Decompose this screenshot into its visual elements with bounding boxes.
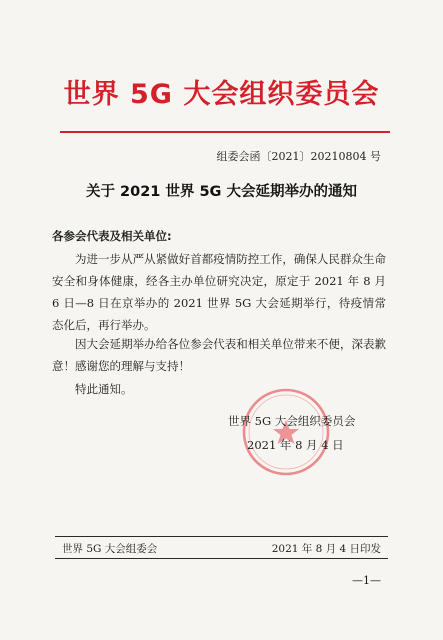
signature-date: 2021 年 8 月 4 日 <box>247 438 344 452</box>
footer-print-date: 2021 年 8 月 4 日印发 <box>271 543 381 555</box>
page-number: —1— <box>352 574 381 587</box>
footer-issuer: 世界 5G 大会组委会 <box>62 543 158 555</box>
footer-bottom-rule <box>55 558 388 559</box>
body-paragraph-2: 因大会延期举办给各位参会代表和相关单位带来不便，深表歉意！感谢您的理解与支持！ <box>52 337 386 373</box>
salutation: 各参会代表及相关单位: <box>52 229 172 243</box>
official-seal-icon <box>240 386 332 478</box>
body-paragraph-1: 为进一步从严从紧做好首都疫情防控工作，确保人民群众生命安全和身体健康，经各主办单位研究决定，原定于 2021 年 8 月 6 日—8 日在京举办的 2021 世界 5G 大会延期举行，待疫情常态化后，再行举办。 <box>52 252 386 332</box>
footer-top-rule <box>55 536 388 537</box>
signature-organization: 世界 5G 大会组织委员会 <box>228 414 356 428</box>
body-paragraph-3: 特此通知。 <box>75 382 133 396</box>
document-number: 组委会函〔2021〕20210804 号 <box>216 150 381 163</box>
notice-title: 关于 2021 世界 5G 大会延期举办的通知 <box>85 184 358 200</box>
header-title: 世界 5G 大会组织委员会 <box>63 79 380 110</box>
red-header-rule <box>60 131 390 133</box>
